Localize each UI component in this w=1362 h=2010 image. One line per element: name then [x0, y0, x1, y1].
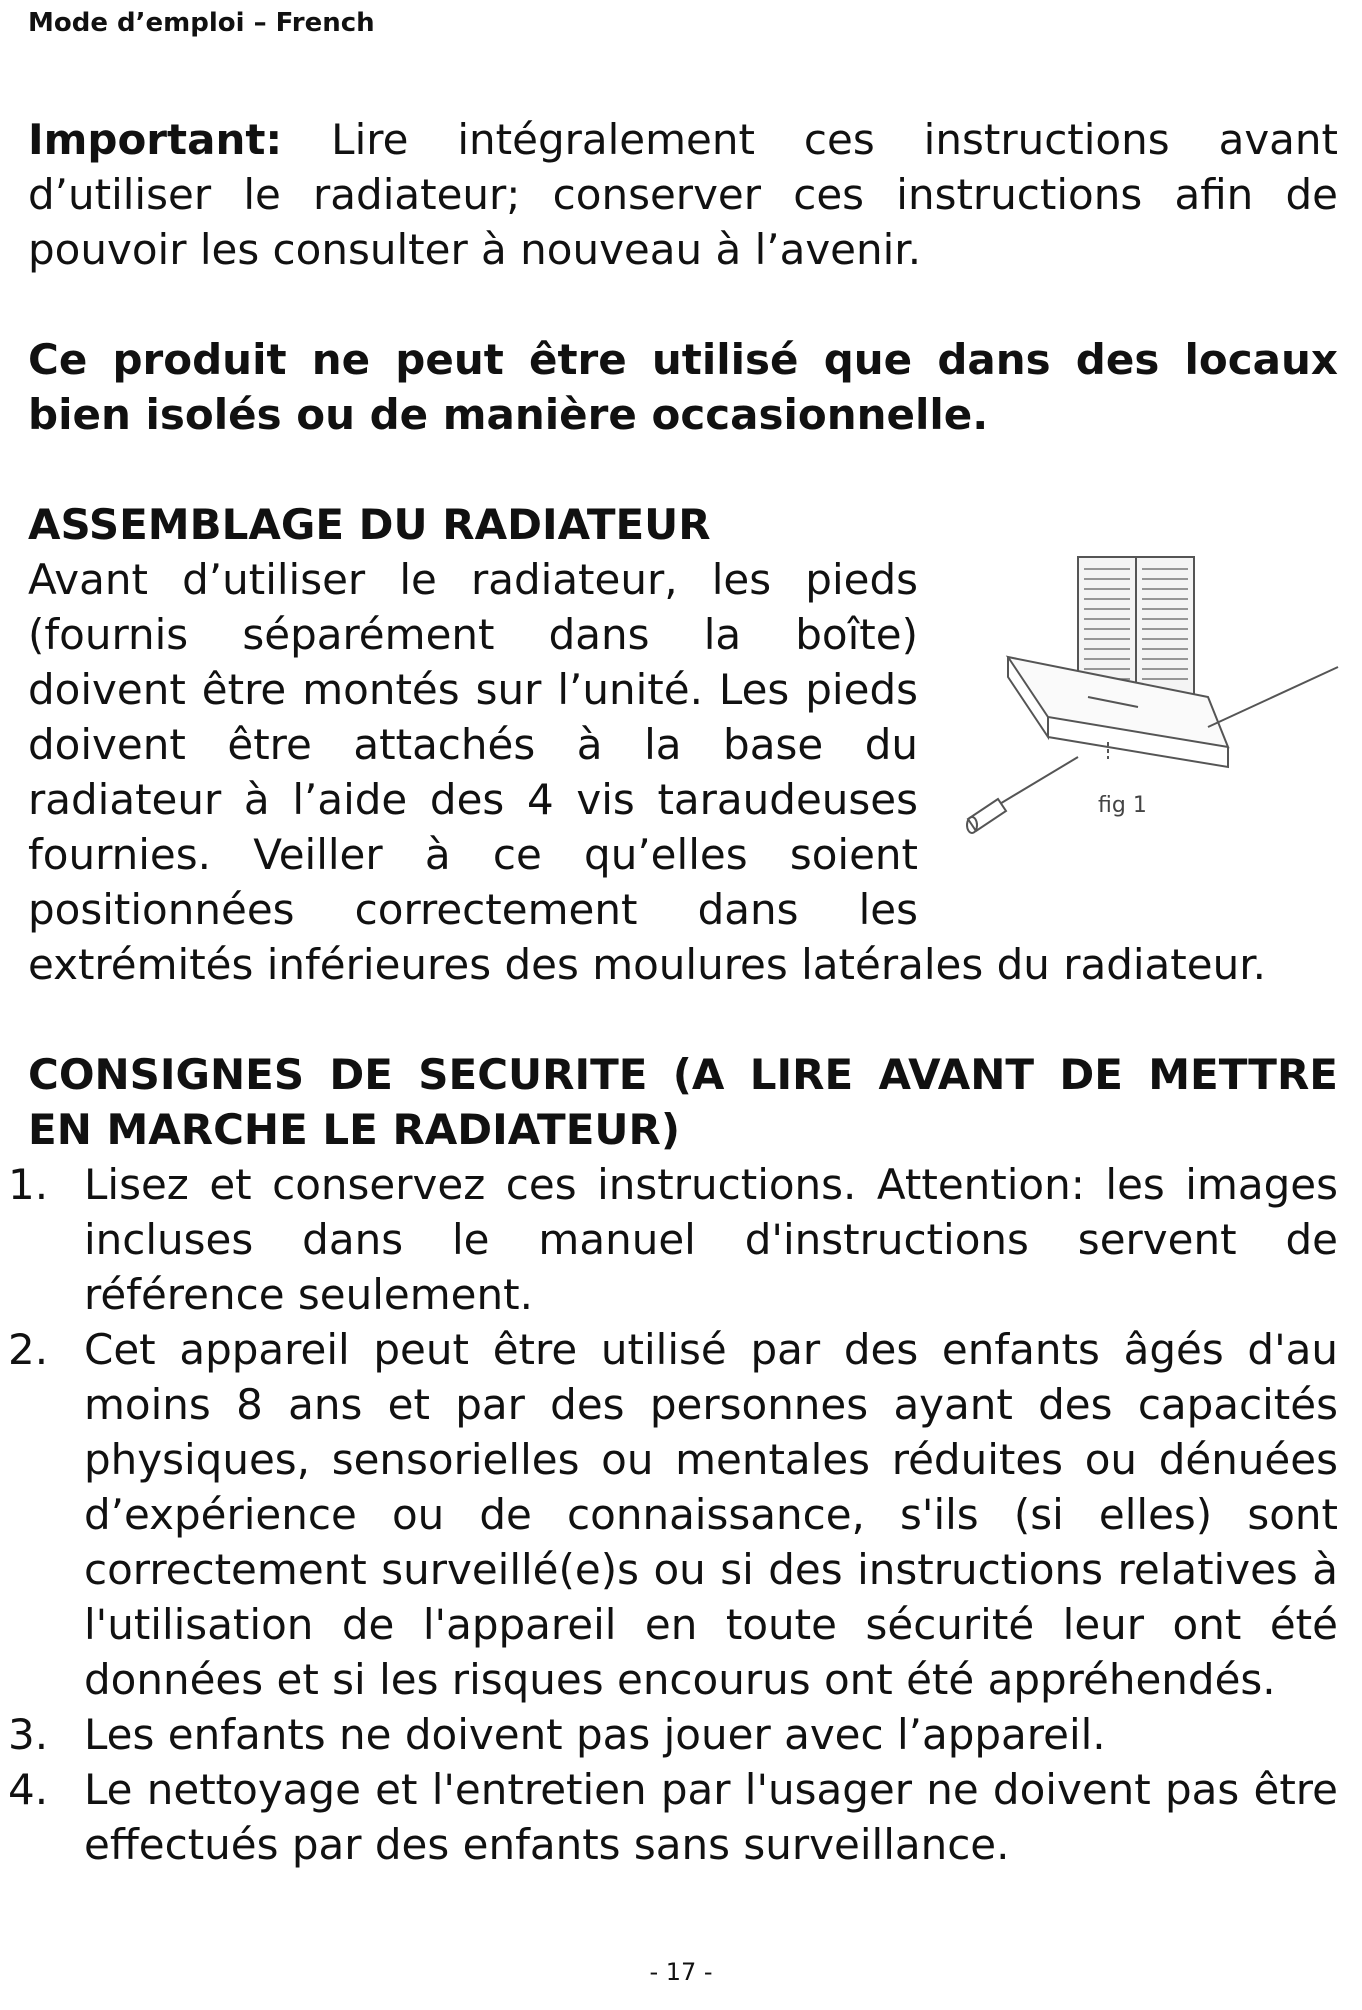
radiator-feet-figure	[958, 537, 1348, 857]
item-number: 2.	[8, 1325, 49, 1374]
usage-warning: Ce produit ne peut être utilisé que dans des locaux bien isolés ou de manière occasionnelle.	[28, 335, 1338, 439]
assembly-section	[28, 497, 1338, 992]
intro-paragraph	[28, 112, 1338, 277]
list-item	[8, 1157, 1338, 1322]
item-text: Lisez et conservez ces instructions. Attention: les images incluses dans le manuel d'instructions servent de référence seulement.	[84, 1160, 1338, 1319]
list-item	[8, 1707, 1338, 1762]
item-number: 4.	[8, 1765, 49, 1814]
page-header: Mode d’emploi – French	[28, 8, 375, 38]
figure-label: fig 1	[1098, 793, 1147, 818]
item-text: Les enfants ne doivent pas jouer avec l’appareil.	[84, 1710, 1106, 1759]
list-item	[8, 1322, 1338, 1707]
item-text: Le nettoyage et l'entretien par l'usager ne doivent pas être effectués par des enfants sans surveillance.	[84, 1765, 1338, 1869]
assembly-text-end: extrémités inférieures des moulures latérales du radiateur.	[28, 940, 1266, 989]
safety-list	[8, 1157, 1338, 1872]
list-item	[8, 1762, 1338, 1872]
item-number: 1.	[8, 1160, 49, 1209]
intro-label: Important:	[28, 115, 283, 164]
safety-title: CONSIGNES DE SECURITE (A LIRE AVANT DE METTRE EN MARCHE LE RADIATEUR)	[28, 1050, 1338, 1154]
item-number: 3.	[8, 1710, 49, 1759]
assembly-title: ASSEMBLAGE DU RADIATEUR	[28, 500, 711, 549]
intro-text: Lire intégralement ces instructions avant d’utiliser le radiateur; conserver ces instructions afin de pouvoir les consulter à nouveau à l’avenir.	[28, 115, 1338, 274]
page-number: - 17 -	[649, 1958, 713, 1986]
page-content	[8, 112, 1338, 1872]
item-text: Cet appareil peut être utilisé par des enfants âgés d'au moins 8 ans et par des personnes ayant des capacités physiques, sensorielles ou mentales réduites ou dénuées d’expérience ou de connaissance, s'ils (si elles) sont correctement surveillé(e)s ou si des instructions relatives à l'utilisation de l'appareil en toute sécurité leur ont été données et si les risques encourus ont été appréhendés.	[84, 1325, 1338, 1704]
assembly-text: Avant d’utiliser le radiateur, les pieds (fournis séparément dans la boîte) doivent être montés sur l’unité. Les pieds doivent être attachés à la base du radiateur à l’aide des 4 vis taraudeuses fournies. Veiller à ce qu’elles soient positionnées correctement dans les	[28, 555, 918, 934]
